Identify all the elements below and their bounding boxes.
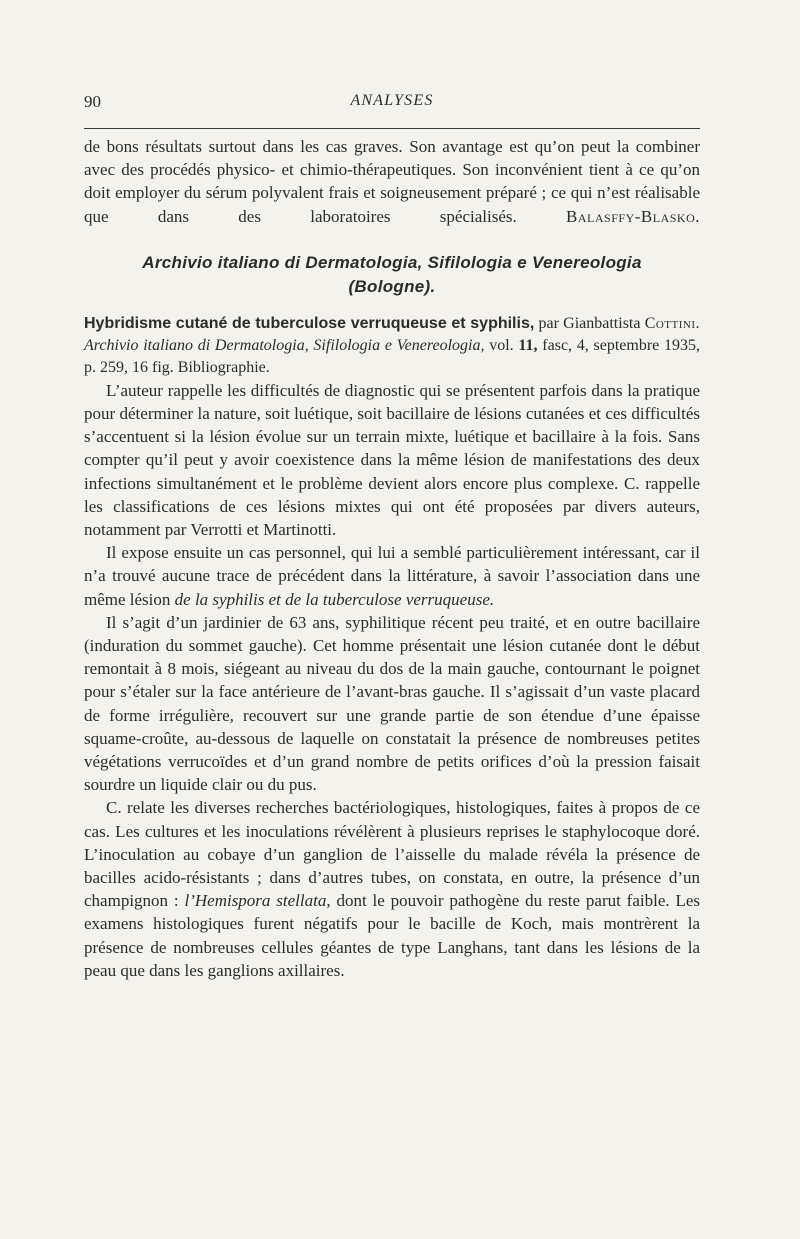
body-paragraph-1: L’auteur rappelle les difficultés de diagnostic qui se présentent parfois dans la pratique pour déterminer la nature, soit luétique, soit bacillaire de lésions cutanées et ces difficultés s’accentuent si la lésion évolue sur un terrain mixte, luétique et bacillaire à la fois. Sans compter qu’il peut y avoir coexistence dans la même lésion de manifestations des deux infections simultanément et le problème devient alors encore plus complexe. C. rappelle les classifications de ces lésions mixtes qui ont été proposées par divers auteurs, notamment par Verrotti et Martinotti. <box>84 380 700 540</box>
review-author-signature: Balasffy-Blasko. <box>566 206 700 226</box>
journal-title-line1: Archivio italiano di Dermatologia, Sifilologia e Venereologia <box>142 252 642 272</box>
body-paragraph-4 <box>84 796 700 982</box>
article-by: par Gianbattista <box>538 314 641 332</box>
running-title: ANALYSES <box>350 92 434 109</box>
body-paragraph-3: Il s’agit d’un jardinier de 63 ans, syphilitique récent peu traité, et en outre bacillaire (induration du sommet gauche). Cet homme présentait une lésion cutanée dont le début remontait à 8 mois, siégeant au niveau du dos de la main gauche, contournant le poignet pour s’étaler sur la face antérieure de l’avant-bras gauche. Il s’agissait d’un vaste placard de forme irrégulière, recouvert sur une grande partie de son étendue d’une épaisse squame-croûte, au-dessous de laquelle on constatait la présence de nombreuses petites végétations verrucoïdes et d’un grand nombre de petits orifices d’où la pression faisait sourdre un liquide clair ou du pus. <box>84 612 700 795</box>
article-volume: 11, <box>518 336 538 354</box>
body-paragraph-4-italic: l’Hemispora stellata, <box>184 891 331 911</box>
previous-review-paragraph <box>84 135 700 228</box>
page-content <box>84 135 700 982</box>
page-header <box>84 92 700 122</box>
body-paragraph-2-text: Il expose ensuite un cas personnel, qui lui a semblé particulièrement intéressant, car il n’a trouvé aucune trace de précédent dans la littérature, à savoir l’association dans une même lésion <box>84 543 700 609</box>
article-title: Hybridisme cutané de tuberculose verruqueuse et syphilis, <box>84 314 535 332</box>
journal-title <box>84 251 700 299</box>
article-details: fasc, 4, septembre 1935, p. 259, 16 fig. Bibliographie. <box>84 336 700 376</box>
article-vol-label: vol. <box>489 336 514 354</box>
body-paragraph-4-text-b: dont le pouvoir pathogène du reste parut faible. Les examens histologiques furent négatifs pour le bacille de Koch, mais montrèrent la présence de nombreuses cellules géantes de type Langhans, tant dans les lésions de la peau que dans les ganglions axillaires. <box>84 891 701 980</box>
journal-title-line2: (Bologne). <box>348 276 436 296</box>
page-number: 90 <box>84 92 101 111</box>
header-rule <box>84 128 700 129</box>
article-heading <box>84 313 700 379</box>
body-paragraph-4-text-a: C. relate les diverses recherches bactériologiques, histologiques, faites à propos de ce cas. Les cultures et les inoculations révélèrent à plusieurs reprises le staphylocoque doré. L’inoculation au cobaye d’un ganglion de l’aisselle du malade révéla la présence de bacilles acido-résistants ; dans d’autres tubes, on constata, en outre, la présence d’un champignon : <box>84 798 700 911</box>
body-paragraph-2-italic: de la syphilis et de la tuberculose verruqueuse. <box>174 589 495 609</box>
previous-review-text: de bons résultats surtout dans les cas graves. Son avantage est qu’on peut la combiner avec des procédés physico- et chimio-thérapeutiques. Son inconvénient tient à ce qu’on doit employer du sérum polyvalent frais et soigneusement préparé ; ce qui n’est réalisable que dans des laboratoires spécialisés. <box>84 137 700 226</box>
article-journal-ref: Archivio italiano di Dermatologia, Sifilologia e Venereologia, <box>84 336 485 354</box>
body-paragraph-2 <box>84 541 700 611</box>
article-author: Cottini. <box>644 314 701 332</box>
